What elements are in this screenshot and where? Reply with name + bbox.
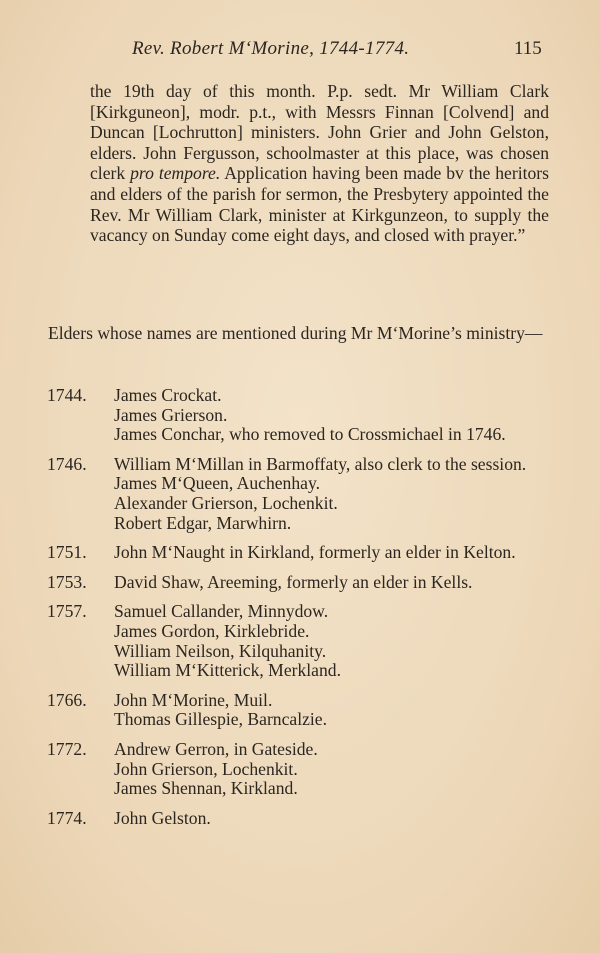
year-block <box>47 573 550 593</box>
year-label: 1774. <box>47 807 87 828</box>
page-number: 115 <box>514 38 542 59</box>
year-label: 1746. <box>47 453 87 474</box>
year-block <box>47 740 550 799</box>
year-label: 1751. <box>47 542 87 563</box>
elder-entry: William M‘Kitterick, Merkland. <box>114 660 341 681</box>
year-label: 1757. <box>47 601 87 622</box>
elder-entry: John M‘Naught in Kirkland, formerly an elder in Kelton. <box>114 542 516 563</box>
quote-paragraph <box>90 81 549 246</box>
year-block <box>47 543 550 563</box>
quote-text-after: Application having been made bv the heritors and elders of the parish for sermon, the Presbytery appointed the Rev. Mr William Clark, minister at Kirkgunzeon, to supply the vacancy on Sunday come eight days, and closed with prayer.” <box>90 163 549 246</box>
elder-entry: Robert Edgar, Marwhirn. <box>114 512 292 533</box>
year-label: 1753. <box>47 571 87 592</box>
year-block <box>47 691 550 730</box>
year-block <box>47 602 550 680</box>
elders-list <box>47 386 550 838</box>
elder-entry: William Neilson, Kilquhanity. <box>114 640 327 661</box>
elder-entry: James Shennan, Kirkland. <box>114 778 298 799</box>
elders-intro: Elders whose names are mentioned during Mr M‘Morine’s ministry— <box>48 323 543 343</box>
elder-names <box>114 809 550 829</box>
elder-names <box>114 602 550 680</box>
elder-entry: John M‘Morine, Muil. <box>114 689 273 710</box>
page-header <box>0 38 600 66</box>
elder-entry: Samuel Callander, Minnydow. <box>114 601 329 622</box>
year-label: 1744. <box>47 385 87 405</box>
year-block <box>47 455 550 533</box>
elder-names <box>114 691 550 730</box>
elder-names <box>114 573 550 593</box>
elder-entry: William M‘Millan in Barmoffaty, also clerk to the session. <box>114 453 527 474</box>
year-label: 1766. <box>47 689 87 710</box>
elder-entry: John Grierson, Lochenkit. <box>114 758 298 779</box>
elder-names <box>114 455 550 533</box>
elder-entry: James Grierson. <box>114 404 228 425</box>
year-block <box>47 809 550 829</box>
elder-entry: James Gordon, Kirklebride. <box>114 620 310 641</box>
elder-entry: James Conchar, who removed to Crossmichael in 1746. <box>114 424 506 445</box>
quote-italic: pro tempore. <box>130 163 221 184</box>
running-title: Rev. Robert M‘Morine, 1744-1774. <box>132 38 410 59</box>
year-block <box>47 386 550 445</box>
elder-entry: John Gelston. <box>114 807 211 828</box>
elder-entry: David Shaw, Areeming, formerly an elder in Kells. <box>114 571 473 592</box>
elder-entry: James Crockat. <box>114 385 222 405</box>
elder-entry: Thomas Gillespie, Barncalzie. <box>114 709 328 730</box>
quote-text-before: the 19th day of this month. P.p. sedt. Mr William Clark [Kirkguneon], modr. p.t., with Messrs Finnan [Colvend] and Duncan [Lochrutton] ministers. John Grier and John Gelston, elders. John Fergusson, schoolmaster at this place, was chosen clerk <box>90 81 549 184</box>
elder-names <box>114 543 550 563</box>
elder-entry: Andrew Gerron, in Gateside. <box>114 738 318 759</box>
elder-names <box>114 740 550 799</box>
quoted-minute <box>90 81 549 246</box>
elder-entry: James M‘Queen, Auchenhay. <box>114 473 321 494</box>
elder-names <box>114 386 550 445</box>
elder-entry: Alexander Grierson, Lochenkit. <box>114 492 338 513</box>
year-label: 1772. <box>47 738 87 759</box>
